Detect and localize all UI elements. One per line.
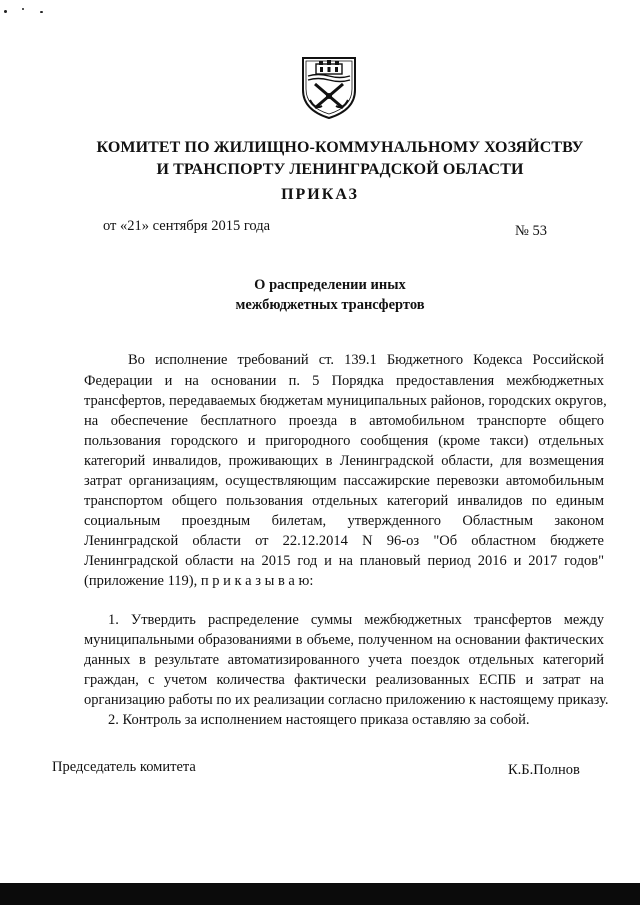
- body-line: Во исполнение требований ст. 139.1 Бюджетного Кодекса Российской: [128, 352, 604, 368]
- body-line: трансфертов, передаваемых бюджетам муниципальных районов, городских округов,: [84, 393, 607, 409]
- body-line: транспортом общего пользования отдельных категорий инвалидов по единым: [84, 493, 604, 509]
- subject-line2: межбюджетных трансфертов: [235, 297, 425, 313]
- order-date: от «21» сентября 2015 года: [103, 218, 271, 234]
- body-line: граждан, с учетом количества фактически реализованных ЕСПБ и затрат на: [84, 672, 604, 688]
- signatory-title: Председатель комитета: [52, 759, 196, 775]
- order-item-1: 1. Утвердить распределение суммы межбюджетных трансфертов между: [108, 612, 604, 628]
- body-line: Федерации и на основании п. 5 Порядка предоставления межбюджетных: [84, 373, 604, 389]
- body-line: Ленинградской области на 2015 год и на плановый период 2016 и 2017 годов": [84, 553, 604, 569]
- body-line: данных в результате автоматизированного учета поездок отдельных категорий: [84, 652, 604, 668]
- scan-edge-bar: [0, 883, 640, 905]
- scan-speck: [40, 11, 43, 13]
- scan-speck: [4, 10, 7, 13]
- body-line: организацию работы по их реализации согласно приложению к настоящему приказу.: [84, 692, 609, 708]
- signatory-name: К.Б.Полнов: [508, 762, 580, 778]
- body-line: на обеспечение бесплатного проезда в автомобильном транспорте общего: [84, 413, 604, 429]
- body-line: (приложение 119), п р и к а з ы в а ю:: [84, 573, 314, 589]
- body-line: социальным проездным билетам, утвержденного Областным законом: [84, 513, 604, 529]
- scan-speck: [22, 8, 24, 10]
- committee-name-line2: И ТРАНСПОРТУ ЛЕНИНГРАДСКОЙ ОБЛАСТИ: [156, 161, 524, 178]
- order-item-2: 2. Контроль за исполнением настоящего приказа оставляю за собой.: [108, 712, 530, 728]
- committee-name-line1: КОМИТЕТ ПО ЖИЛИЩНО-КОММУНАЛЬНОМУ ХОЗЯЙСТВУ: [96, 139, 584, 156]
- body-line: муниципальными образованиями в объеме, полученном на основании фактических: [84, 632, 604, 648]
- body-line: категорий инвалидов, проживающих в Ленинградской области, для возмещения: [84, 453, 604, 469]
- document-type-title: ПРИКАЗ: [281, 186, 359, 203]
- order-number: № 53: [515, 223, 547, 239]
- body-line: затрат организациям, осуществляющим пассажирские перевозки автомобильным: [84, 473, 604, 489]
- body-line: пользования городского и пригородного сообщения (кроме такси) отдельных: [84, 433, 604, 449]
- body-line: Ленинградской области от 22.12.2014 N 96-оз "Об областном бюджете: [84, 533, 604, 549]
- coat-of-arms-icon: [298, 54, 360, 120]
- subject-line1: О распределении иных: [254, 277, 406, 293]
